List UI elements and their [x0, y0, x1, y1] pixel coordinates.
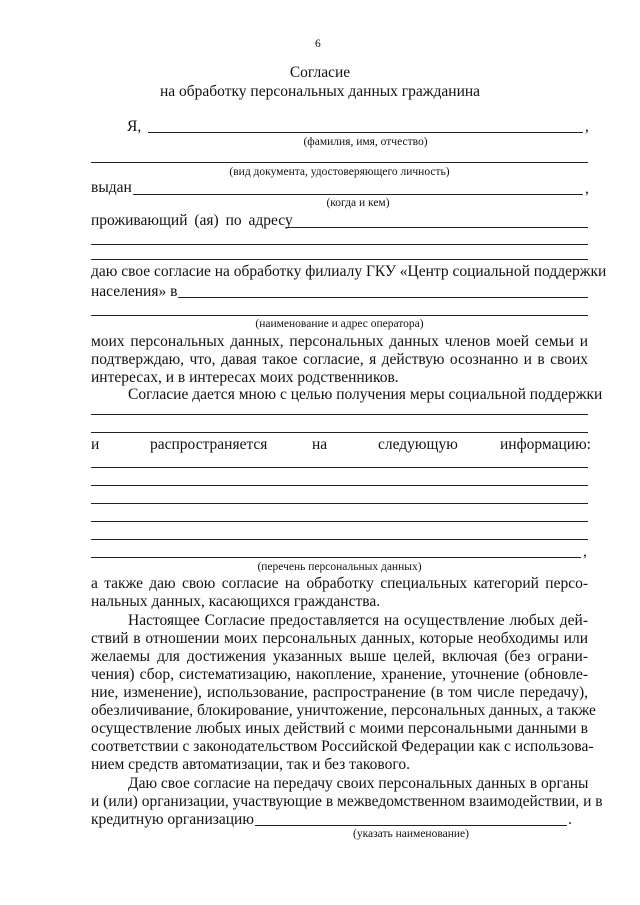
comma: ,	[585, 180, 589, 197]
address-field-line-2[interactable]	[91, 244, 588, 245]
para3-line-1: Настоящее Согласие предоставляется на осуществление любых дей-	[128, 612, 588, 629]
para3-line-4: чения) сбор, систематизацию, накопление, хранение, уточнение (обновле-	[91, 666, 588, 683]
caption-id-document: (вид документа, удостоверяющего личность)	[229, 166, 450, 178]
consent-line-2: населения» в	[91, 283, 178, 300]
caption-when: (когда и кем)	[326, 197, 390, 209]
document-title: Согласие	[289, 64, 351, 81]
para3-line-9: нием средств автоматизации, так и без такового.	[91, 756, 410, 773]
document-subtitle: на обработку персональных данных гражданина	[159, 83, 481, 100]
comma: ,	[583, 543, 587, 560]
label-vydan: выдан	[91, 179, 132, 196]
para3-line-8: соответствии с законодательством Российской Федерации как с использова-	[91, 738, 594, 755]
operator-field-line-1[interactable]	[178, 297, 588, 298]
para2-line-2: нальных данных, касающихся гражданства.	[91, 593, 381, 610]
para3-line-7: осуществление любых иных действий с моими персональными данными в	[91, 720, 588, 737]
comma: ,	[585, 118, 589, 135]
para2-line-1: а также даю свою согласие на обработку специальных категорий персо-	[91, 575, 588, 592]
caption-list: (перечень персональных данных)	[257, 561, 422, 573]
purpose-field-line-1[interactable]	[91, 414, 588, 415]
label-address: проживающий (ая) по адресу	[91, 212, 293, 229]
organization-field-line[interactable]	[255, 825, 567, 826]
para4-line-1: Даю свое согласие на передачу своих персональных данных в органы	[128, 775, 589, 792]
purpose-field-line-2[interactable]	[91, 432, 588, 433]
para4-line-3: кредитную организацию	[91, 811, 254, 828]
info-field-line-1[interactable]	[91, 467, 588, 468]
info-word-4: следующую	[378, 436, 458, 453]
info-word-5: информацию:	[500, 436, 591, 453]
info-word-3: на	[312, 436, 328, 453]
caption-name: (указать наименование)	[353, 828, 469, 840]
para4-line-2: и (или) организации, участвующие в межведомственном взаимодействии, и в	[91, 793, 603, 810]
para3-line-2: ствий в отношении моих персональных данных, которые необходимы или	[91, 630, 588, 647]
purpose-line: Согласие дается мною с целью получения меры социальной поддержки	[128, 386, 603, 403]
id-document-field-line[interactable]	[91, 162, 588, 163]
para1-line-2: подтверждаю, что, давая такое согласие, я действую осознанно и в своих	[91, 351, 588, 368]
issued-field-line[interactable]	[133, 194, 583, 195]
consent-line-1: даю свое согласие на обработку филиалу ГКУ «Центр социальной поддержки	[91, 263, 607, 280]
para3-line-5: ние, изменение), использование, распространение (в том числе передачу),	[91, 684, 588, 701]
caption-fio: (фамилия, имя, отчество)	[303, 136, 428, 148]
label-ya: Я,	[127, 118, 142, 135]
info-word-1: и	[91, 436, 100, 453]
para3-line-6: обезличивание, блокирование, уничтожение, персональных данных, а также	[91, 702, 596, 719]
address-field-line-1[interactable]	[286, 227, 588, 228]
para1-line-3: интересах, и в интересах моих родственников.	[91, 369, 399, 386]
operator-field-line-2[interactable]	[91, 315, 588, 316]
info-word-2: распространяется	[150, 436, 268, 453]
info-field-line-5[interactable]	[91, 539, 588, 540]
period: .	[568, 811, 572, 828]
info-field-line-4[interactable]	[91, 521, 588, 522]
info-field-line-3[interactable]	[91, 503, 588, 504]
fio-field-line[interactable]	[148, 132, 583, 133]
para1-line-1: моих персональных данных, персональных данных членов моей семьи и	[91, 333, 588, 350]
document-page: 6 Согласие на обработку персональных данных гражданина Я, , (фамилия, имя, отчество) (вид документа, удостоверяющего личность) выдан , (когда и кем) проживающий (ая) по адресу даю свое согласие на обработку филиалу ГКУ «Центр социальной поддержки населения» в (наименование и адрес оператора) моих персональных данных, персональных данных членов моей семьи и подтверждаю, что, давая такое согласие, я действую осознанно и в своих интересах, и в интересах моих родственников. Согласие дается мною с целью получения меры социальной поддержки и распространяется на следующую информацию: , (перечень персональных данных) а также даю свою согласие на обработку специальных категорий персо- нальных данных, касающихся гражданства. Настоящее Согласие предоставляется на осуществление любых дей- ствий в отношении моих персональных данных, которые необходимы или желаемы для достижения указанных выше целей, включая (без ограни- чения) сбор, систематизацию, накопление, хранение, уточнение (обновле- ние, изменение), использование, распространение (в том числе передачу), обезличивание, блокирование, уничтожение, персональных данных, а также осуществление любых иных действий с моими персональными данными в соответствии с законодательством Российской Федерации как с использова- нием средств автоматизации, так и без такового. Даю свое согласие на передачу своих персональных данных в органы и (или) организации, участвующие в межведомственном взаимодействии, и в кредитную организацию . (указать наименование)	[0, 0, 640, 905]
info-field-line-2[interactable]	[91, 485, 588, 486]
address-field-line-3[interactable]	[91, 259, 588, 260]
info-field-line-6[interactable]	[91, 557, 581, 558]
caption-operator: (наименование и адрес оператора)	[255, 318, 424, 330]
para3-line-3: желаемы для достижения указанных выше целей, включая (без ограни-	[91, 648, 588, 665]
